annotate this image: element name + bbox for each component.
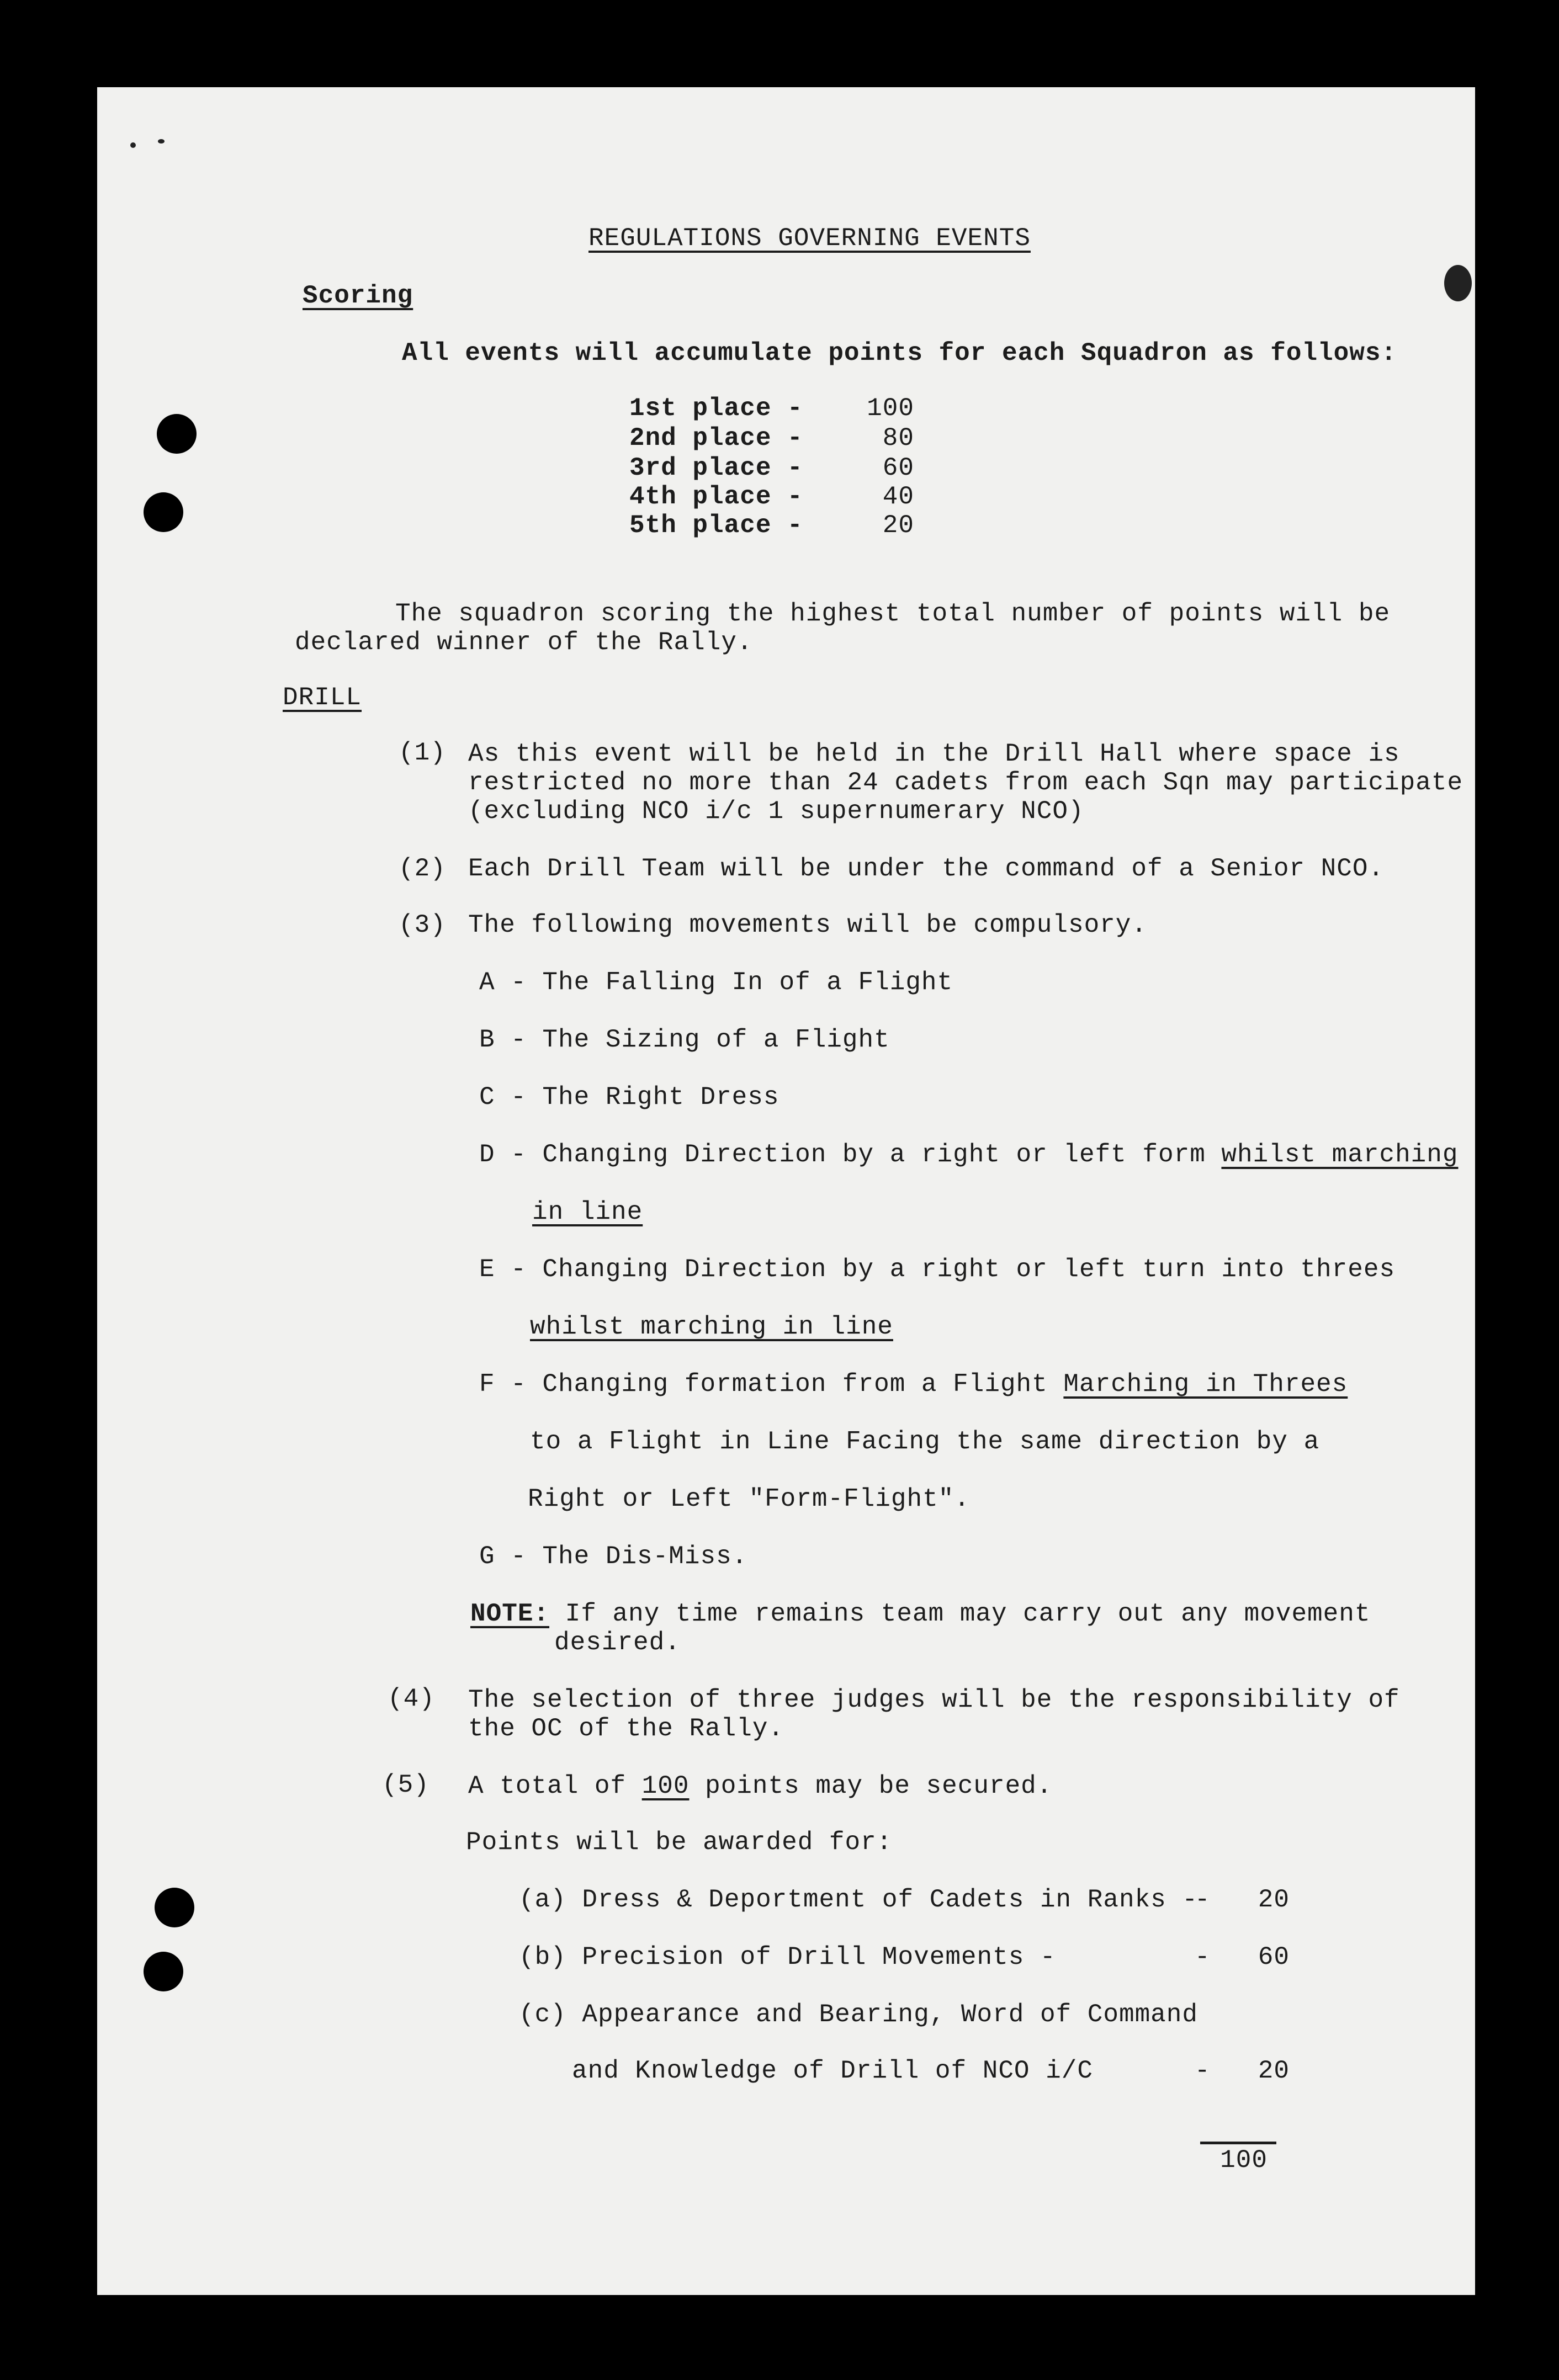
place-label: 2nd place - [629, 424, 803, 453]
movement-line: A - The Falling In of a Flight [479, 968, 953, 997]
award-dash: - [1195, 1885, 1211, 1914]
award-dash: - [1195, 1943, 1211, 1972]
item-text-line: The following movements will be compulsory. [468, 911, 1147, 939]
scoring-intro: All events will accumulate points for each Squadron as follows: [402, 339, 1397, 368]
award-label: (c) Appearance and Bearing, Word of Command [519, 2000, 1198, 2029]
item-text: points may be secured. [689, 1772, 1053, 1800]
movement-emphasis: Marching in Threes [1063, 1370, 1348, 1399]
award-points: 60 [1258, 1943, 1290, 1972]
movement-line: C - The Right Dress [479, 1083, 780, 1112]
award-label: and Knowledge of Drill of NCO i/C [572, 2057, 1093, 2085]
total-points-emphasis: 100 [641, 1772, 690, 1800]
place-label: 1st place - [629, 394, 803, 423]
place-points: 40 [882, 482, 914, 511]
ink-blot [1444, 265, 1472, 301]
item-text-line: Each Drill Team will be under the command of a Senior NCO. [468, 854, 1385, 883]
item-number: (3) [399, 911, 446, 939]
note-line [470, 1600, 1370, 1628]
movement-text: D - Changing Direction by a right or left form [479, 1140, 1222, 1169]
item-text: A total of [468, 1772, 642, 1800]
movement-emphasis: whilst marching [1221, 1140, 1459, 1169]
award-label: (a) Dress & Deportment of Cadets in Ranks - [519, 1885, 1198, 1914]
movement-emphasis: whilst marching in line [530, 1313, 893, 1341]
movement-line: to a Flight in Line Facing the same direction by a [530, 1427, 1320, 1456]
award-dash: - [1195, 2057, 1211, 2085]
movement-line [479, 1140, 1459, 1169]
place-label: 3rd place - [629, 454, 803, 482]
item-text-line: (excluding NCO i/c 1 supernumerary NCO) [468, 797, 1084, 826]
punch-hole [144, 492, 183, 532]
item-text-line: the OC of the Rally. [468, 1714, 784, 1743]
mark-speck [158, 139, 165, 144]
scoring-paragraph-line: declared winner of the Rally. [295, 628, 753, 657]
note-label: NOTE: [470, 1600, 550, 1628]
punch-hole [155, 1888, 194, 1927]
punch-hole [144, 1952, 183, 1991]
movement-line: G - The Dis-Miss. [479, 1542, 748, 1571]
item-number: (2) [399, 854, 446, 883]
place-label: 5th place - [629, 511, 803, 540]
award-points: 20 [1258, 1885, 1290, 1914]
award-points: 20 [1258, 2057, 1290, 2085]
awarded-line: Points will be awarded for: [466, 1828, 893, 1857]
note-text: If any time remains team may carry out any movement [549, 1600, 1371, 1628]
total-points: 100 [1220, 2146, 1268, 2175]
place-points: 80 [882, 424, 914, 453]
item-number: (4) [388, 1685, 435, 1713]
page-title: REGULATIONS GOVERNING EVENTS [588, 224, 1031, 253]
movement-line: B - The Sizing of a Flight [479, 1026, 890, 1054]
item-text-line [468, 1772, 1052, 1800]
award-label: (b) Precision of Drill Movements - [519, 1943, 1056, 1972]
mark-speck [130, 142, 136, 148]
item-text-line: restricted no more than 24 cadets from each Sqn may participate [468, 768, 1463, 797]
item-text-line: The selection of three judges will be the responsibility of [468, 1686, 1400, 1714]
item-text-line: As this event will be held in the Drill Hall where space is [468, 740, 1400, 768]
place-points: 20 [882, 511, 914, 540]
total-rule [1200, 2142, 1276, 2144]
movement-line: E - Changing Direction by a right or left turn into threes [479, 1255, 1396, 1284]
movement-emphasis: in line [532, 1198, 643, 1226]
place-label: 4th place - [629, 482, 803, 511]
item-number: (1) [399, 739, 446, 767]
movement-text: F - Changing formation from a Flight [479, 1370, 1064, 1399]
note-line: desired. [554, 1628, 681, 1657]
place-points: 100 [867, 394, 914, 423]
document-page [97, 87, 1475, 2295]
place-points: 60 [882, 454, 914, 482]
punch-hole [157, 414, 197, 454]
item-number: (5) [382, 1771, 429, 1799]
scoring-heading: Scoring [303, 281, 413, 310]
drill-heading: DRILL [283, 683, 362, 712]
movement-line [479, 1370, 1348, 1399]
scoring-paragraph-line: The squadron scoring the highest total number of points will be [395, 599, 1391, 628]
movement-line: Right or Left "Form-Flight". [528, 1485, 970, 1513]
